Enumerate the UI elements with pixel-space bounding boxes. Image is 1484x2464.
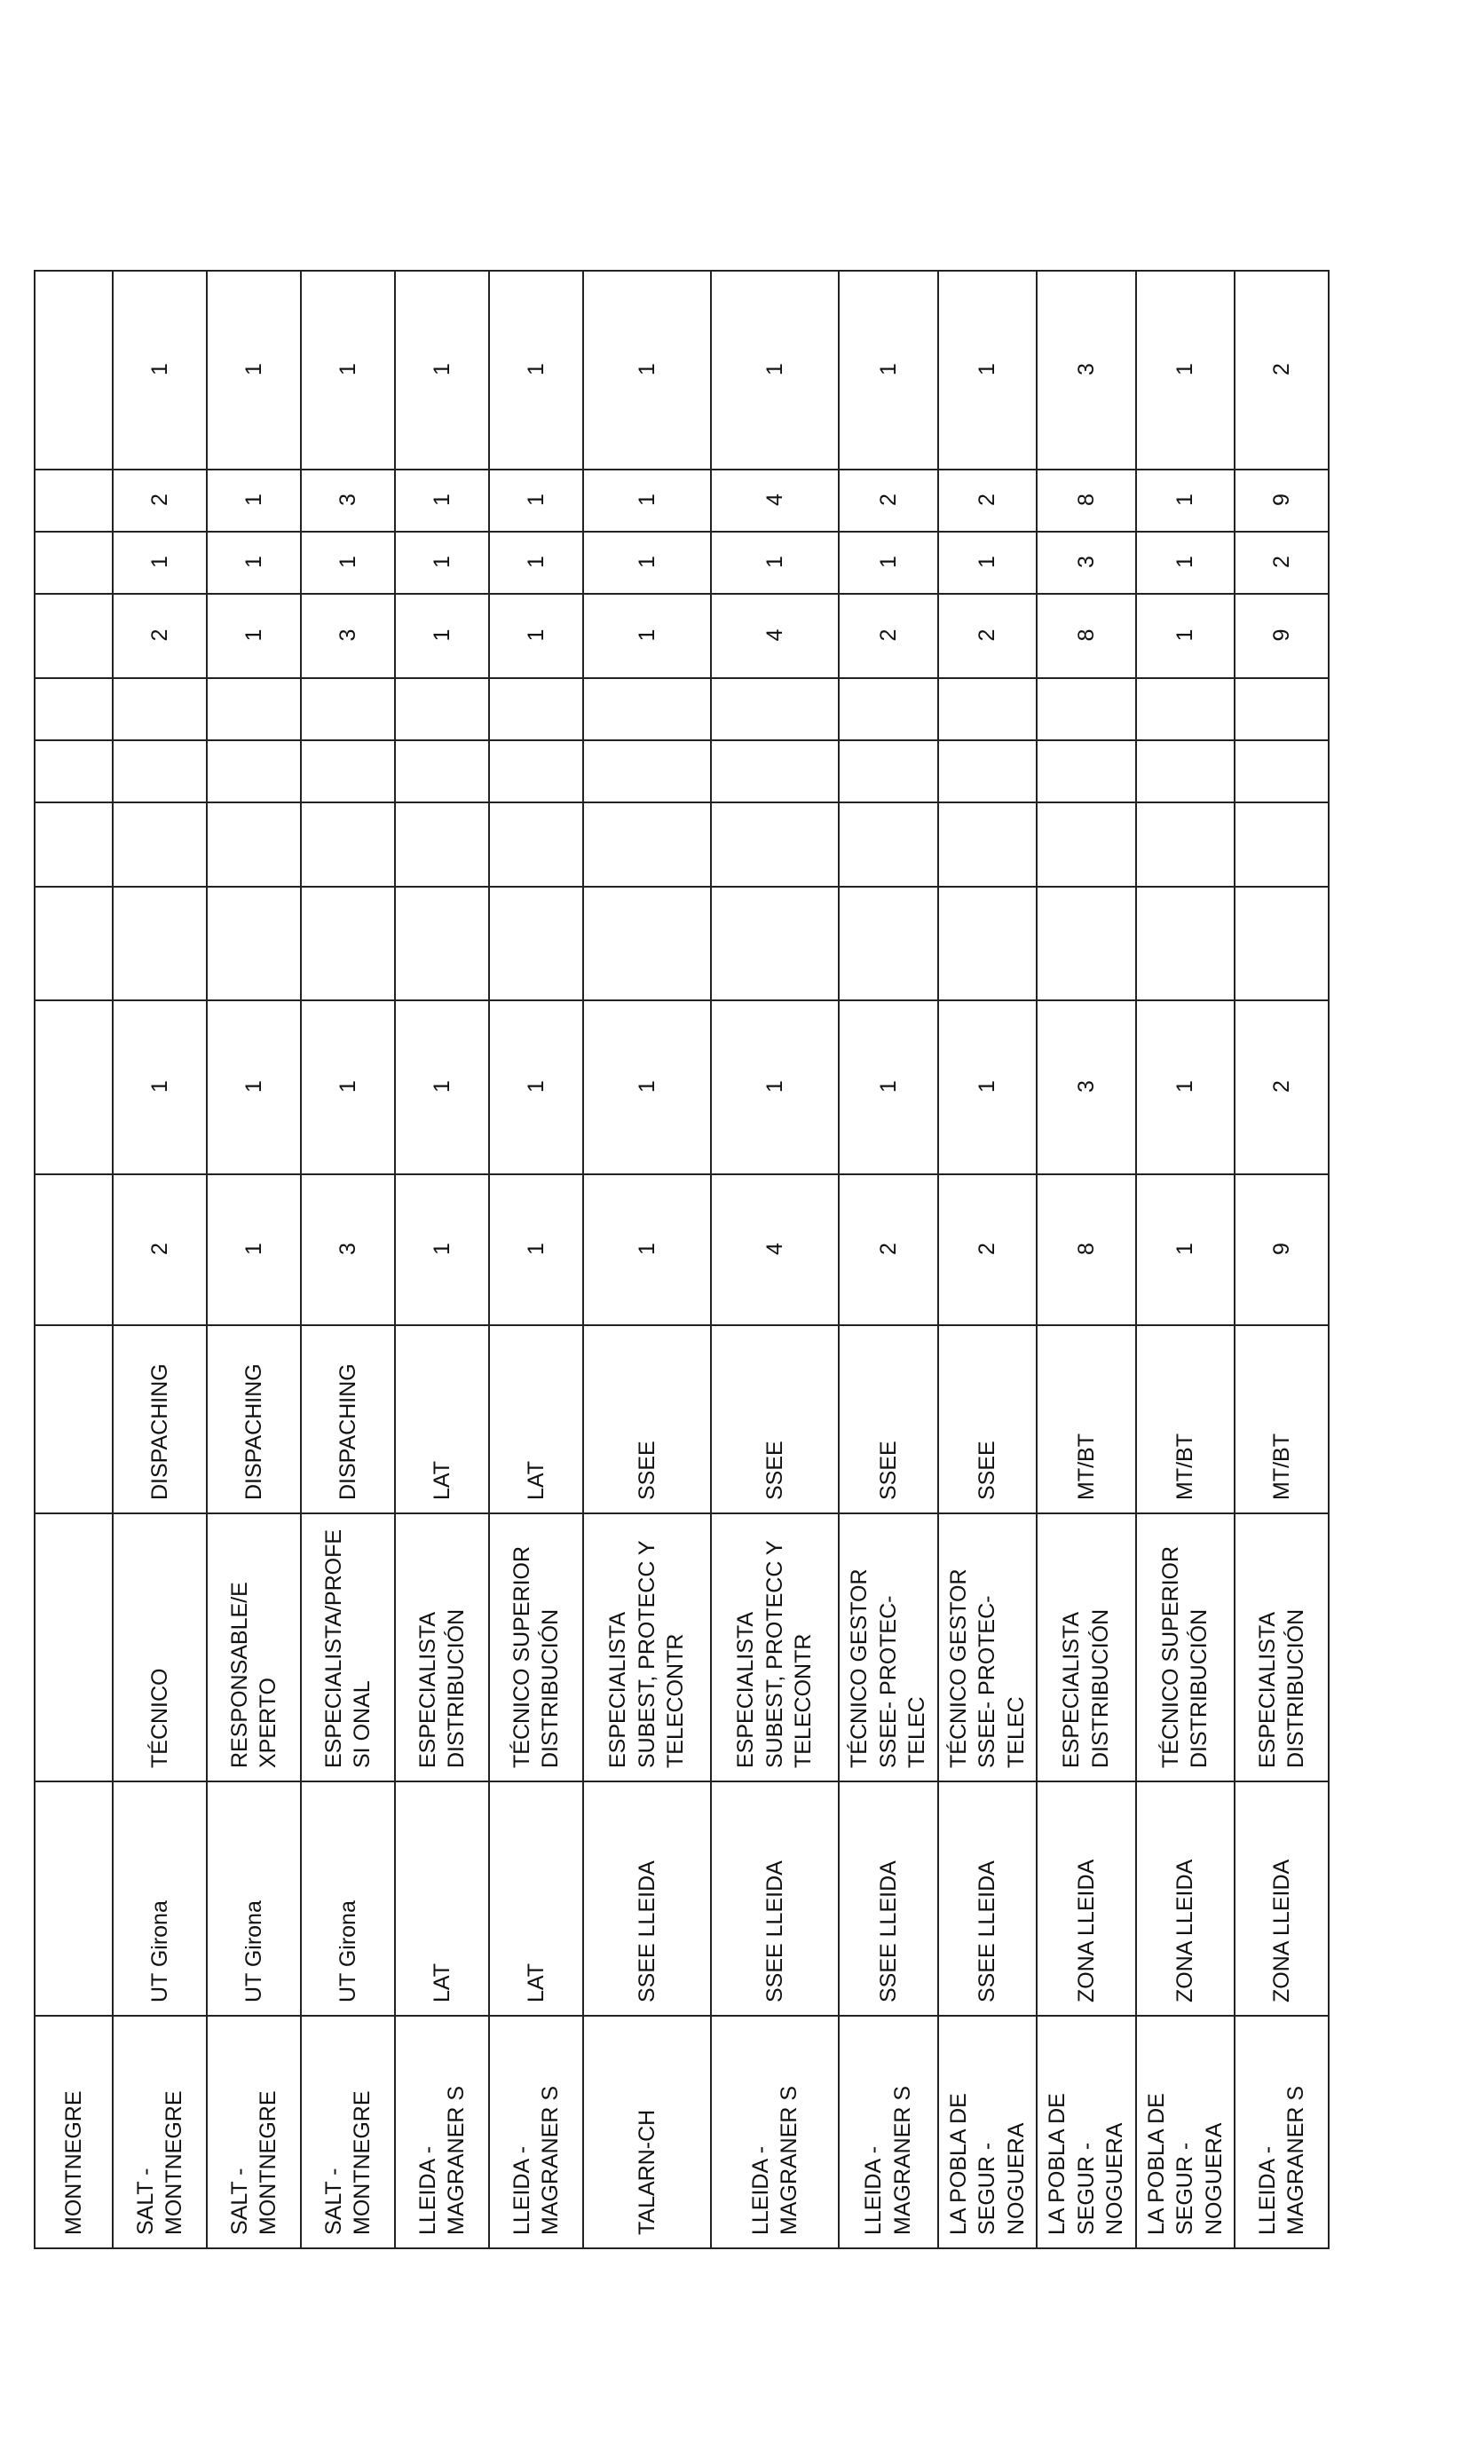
cell-empty [938,887,1038,1000]
cell-empty [35,594,113,678]
cell-position: ESPECIALISTA DISTRIBUCIÓN [1037,1513,1136,1781]
cell-empty [711,740,839,802]
cell-empty [113,887,207,1000]
cell-area: MT/BT [1235,1325,1329,1513]
cell-area: MT/BT [1037,1325,1136,1513]
table-row [1235,271,1329,2248]
cell-empty [35,802,113,887]
cell-empty [395,802,489,887]
cell-count-6: 1 [839,271,938,470]
cell-count-6: 1 [938,271,1038,470]
cell-position: TÉCNICO SUPERIOR DISTRIBUCIÓN [489,1513,583,1781]
cell-count-1: 3 [301,1174,395,1325]
cell-empty [839,678,938,740]
table-row [938,271,1038,2248]
cell-count-5: 9 [1235,470,1329,532]
cell-location: SALT - MONTNEGRE [113,2016,207,2248]
cell-count-4: 2 [1235,532,1329,594]
cell-position: RESPONSABLE/E XPERTO [207,1513,301,1781]
cell-empty [489,802,583,887]
cell-count-6: 1 [711,271,839,470]
cell-unit: SSEE LLEIDA [839,1781,938,2016]
cell-count-4: 1 [207,532,301,594]
cell-count-1: 1 [489,1174,583,1325]
cell-count-3: 9 [1235,594,1329,678]
table-row [207,271,301,2248]
cell-empty [207,887,301,1000]
table-row [489,271,583,2248]
table-row [35,271,113,2248]
cell-empty [207,740,301,802]
cell-count-6: 1 [1136,271,1235,470]
cell-empty [489,740,583,802]
cell-count-2: 3 [1037,1000,1136,1174]
cell-count-5: 3 [301,470,395,532]
cell-count-1: 8 [1037,1174,1136,1325]
rotated-table-container [34,272,1306,2249]
cell-count-2: 1 [395,1000,489,1174]
cell-location: LLEIDA - MAGRANER S [489,2016,583,2248]
cell-count-2: 1 [938,1000,1038,1174]
cell-count-4: 3 [1037,532,1136,594]
cell-unit: UT Girona [301,1781,395,2016]
cell-empty [1136,887,1235,1000]
cell-count-1: 1 [1136,1174,1235,1325]
table-row [1136,271,1235,2248]
cell-position: ESPECIALISTA DISTRIBUCIÓN [395,1513,489,1781]
cell-unit: SSEE LLEIDA [711,1781,839,2016]
table-row [711,271,839,2248]
cell-count-1: 1 [395,1174,489,1325]
cell-empty [301,887,395,1000]
cell-empty [301,802,395,887]
cell-position: ESPECIALISTA SUBEST, PROTECC Y TELECONTR [711,1513,839,1781]
cell-count-4: 1 [938,532,1038,594]
cell-empty [35,271,113,470]
table-row [301,271,395,2248]
cell-empty [35,887,113,1000]
cell-empty [583,740,711,802]
cell-area: DISPACHING [207,1325,301,1513]
cell-location: LA POBLA DE SEGUR - NOGUERA [938,2016,1038,2248]
cell-empty [711,678,839,740]
cell-count-1: 9 [1235,1174,1329,1325]
cell-area: DISPACHING [301,1325,395,1513]
cell-empty [1235,740,1329,802]
cell-area: SSEE [711,1325,839,1513]
cell-unit: SSEE LLEIDA [583,1781,711,2016]
cell-unit: SSEE LLEIDA [938,1781,1038,2016]
cell-count-1: 1 [583,1174,711,1325]
cell-position: TÉCNICO [113,1513,207,1781]
cell-count-5: 1 [489,470,583,532]
cell-count-1: 2 [839,1174,938,1325]
cell-empty [583,887,711,1000]
cell-count-3: 2 [938,594,1038,678]
cell-count-6: 1 [489,271,583,470]
cell-empty [1037,802,1136,887]
cell-count-5: 2 [938,470,1038,532]
cell-count-6: 2 [1235,271,1329,470]
cell-count-4: 1 [301,532,395,594]
table-row [1037,271,1136,2248]
cell-empty [1235,887,1329,1000]
cell-empty [207,678,301,740]
cell-location: LA POBLA DE SEGUR - NOGUERA [1136,2016,1235,2248]
cell-count-4: 1 [839,532,938,594]
cell-count-1: 2 [113,1174,207,1325]
cell-area: LAT [489,1325,583,1513]
cell-count-5: 1 [583,470,711,532]
cell-empty [35,1174,113,1325]
cell-count-1: 1 [207,1174,301,1325]
staff-table [34,270,1330,2249]
cell-area: LAT [395,1325,489,1513]
cell-position: ESPECIALISTA/PROFESI ONAL [301,1513,395,1781]
cell-empty [1037,740,1136,802]
cell-count-6: 1 [301,271,395,470]
cell-empty [711,887,839,1000]
cell-empty [583,802,711,887]
cell-count-4: 1 [395,532,489,594]
cell-count-5: 4 [711,470,839,532]
cell-count-1: 2 [938,1174,1038,1325]
cell-empty [583,678,711,740]
cell-location: LLEIDA - MAGRANER S [711,2016,839,2248]
cell-count-2: 1 [207,1000,301,1174]
cell-empty [711,802,839,887]
cell-location: SALT - MONTNEGRE [207,2016,301,2248]
cell-empty [113,740,207,802]
cell-empty [395,887,489,1000]
cell-empty [1136,740,1235,802]
cell-empty [35,1781,113,2016]
table-row [113,271,207,2248]
cell-unit: UT Girona [207,1781,301,2016]
cell-count-4: 1 [583,532,711,594]
cell-count-5: 1 [1136,470,1235,532]
cell-area: SSEE [583,1325,711,1513]
cell-unit: ZONA LLEIDA [1037,1781,1136,2016]
cell-area: SSEE [839,1325,938,1513]
cell-position: TÉCNICO GESTOR SSEE- PROTEC-TELEC [839,1513,938,1781]
cell-count-1: 4 [711,1174,839,1325]
cell-count-6: 3 [1037,271,1136,470]
cell-count-6: 1 [583,271,711,470]
cell-unit: ZONA LLEIDA [1136,1781,1235,2016]
cell-empty [35,1325,113,1513]
cell-empty [35,532,113,594]
cell-empty [1136,678,1235,740]
cell-area: SSEE [938,1325,1038,1513]
cell-location: LLEIDA - MAGRANER S [839,2016,938,2248]
cell-count-3: 3 [301,594,395,678]
cell-empty [35,740,113,802]
cell-count-2: 2 [1235,1000,1329,1174]
cell-empty [301,678,395,740]
cell-count-2: 1 [583,1000,711,1174]
table-row [583,271,711,2248]
cell-location: LA POBLA DE SEGUR - NOGUERA [1037,2016,1136,2248]
cell-unit: UT Girona [113,1781,207,2016]
cell-empty [938,740,1038,802]
cell-empty [113,802,207,887]
cell-count-3: 2 [113,594,207,678]
cell-empty [489,678,583,740]
cell-empty [1136,802,1235,887]
cell-count-6: 1 [113,271,207,470]
cell-count-4: 1 [113,532,207,594]
cell-count-2: 1 [1136,1000,1235,1174]
cell-area: DISPACHING [113,1325,207,1513]
cell-position: ESPECIALISTA DISTRIBUCIÓN [1235,1513,1329,1781]
cell-count-3: 1 [583,594,711,678]
cell-empty [489,887,583,1000]
cell-unit: ZONA LLEIDA [1235,1781,1329,2016]
cell-count-2: 1 [301,1000,395,1174]
cell-empty [35,678,113,740]
cell-empty [207,802,301,887]
table-body [35,271,1329,2248]
cell-empty [839,887,938,1000]
cell-empty [938,678,1038,740]
cell-count-3: 1 [489,594,583,678]
cell-location: MONTNEGRE [35,2016,113,2248]
cell-count-3: 1 [395,594,489,678]
cell-count-3: 2 [839,594,938,678]
cell-count-5: 2 [113,470,207,532]
cell-empty [395,678,489,740]
table-row [395,271,489,2248]
cell-empty [1235,802,1329,887]
cell-count-3: 1 [1136,594,1235,678]
cell-unit: LAT [489,1781,583,2016]
cell-empty [938,802,1038,887]
cell-count-5: 8 [1037,470,1136,532]
cell-count-4: 1 [1136,532,1235,594]
cell-location: TALARN-CH [583,2016,711,2248]
cell-count-5: 1 [207,470,301,532]
cell-empty [839,802,938,887]
cell-position: TÉCNICO GESTOR SSEE- PROTEC-TELEC [938,1513,1038,1781]
cell-count-4: 1 [711,532,839,594]
cell-count-2: 1 [489,1000,583,1174]
cell-count-5: 2 [839,470,938,532]
table-row [839,271,938,2248]
cell-empty [301,740,395,802]
cell-count-2: 1 [113,1000,207,1174]
cell-count-5: 1 [395,470,489,532]
cell-empty [35,1000,113,1174]
cell-count-3: 8 [1037,594,1136,678]
cell-location: LLEIDA - MAGRANER S [395,2016,489,2248]
cell-count-6: 1 [207,271,301,470]
cell-empty [395,740,489,802]
cell-empty [1037,678,1136,740]
cell-empty [35,470,113,532]
cell-position: TÉCNICO SUPERIOR DISTRIBUCIÓN [1136,1513,1235,1781]
cell-empty [113,678,207,740]
cell-unit: LAT [395,1781,489,2016]
cell-count-3: 4 [711,594,839,678]
cell-count-6: 1 [395,271,489,470]
cell-empty [839,740,938,802]
cell-position: ESPECIALISTA SUBEST, PROTECC Y TELECONTR [583,1513,711,1781]
cell-count-2: 1 [839,1000,938,1174]
cell-location: SALT - MONTNEGRE [301,2016,395,2248]
cell-empty [1235,678,1329,740]
cell-count-3: 1 [207,594,301,678]
cell-location: LLEIDA - MAGRANER S [1235,2016,1329,2248]
cell-empty [1037,887,1136,1000]
cell-empty [35,1513,113,1781]
cell-area: MT/BT [1136,1325,1235,1513]
cell-count-4: 1 [489,532,583,594]
cell-count-2: 1 [711,1000,839,1174]
